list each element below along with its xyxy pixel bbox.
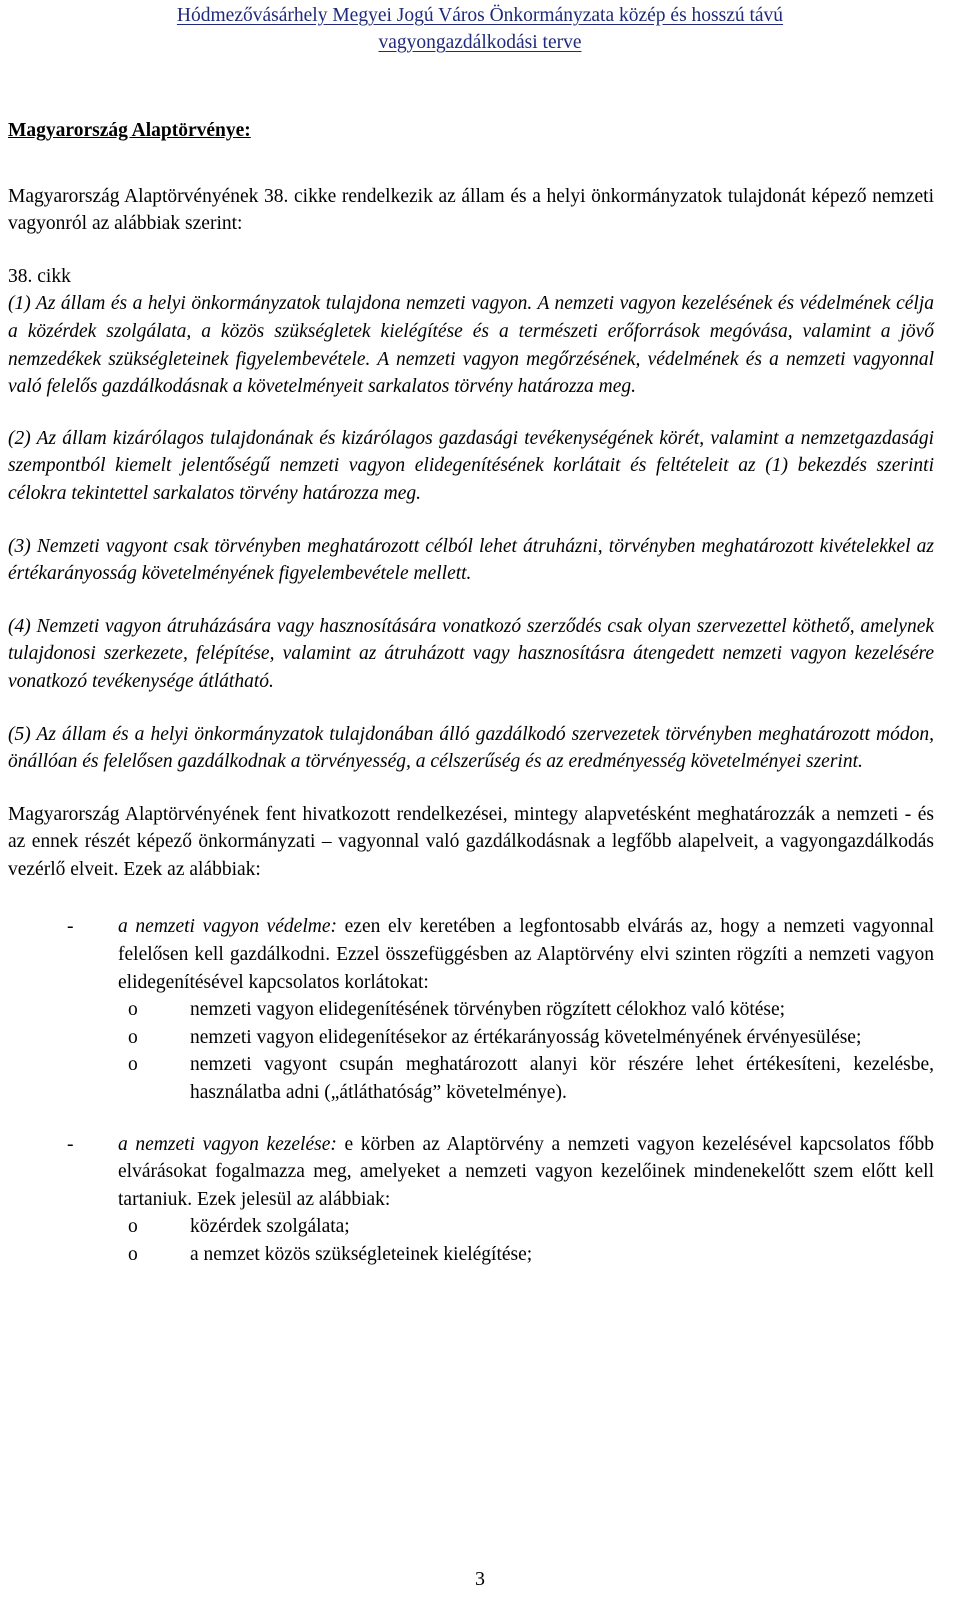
summary-paragraph: Magyarország Alaptörvényének fent hivatkozott rendelkezései, mintegy alapvetésként meghatározzák a nemzeti - és az ennek részét képező önkormányzati – vagyonnal való gazdálkodásnak a legfőbb alapelveit, a vagyongazdálkodás vezérlő elveit. Ezek az alábbiak: [8, 803, 934, 880]
circle-bullet: o [128, 1244, 138, 1265]
circle-bullet: o [128, 1216, 138, 1238]
article-paragraph-5: (5) Az állam és a helyi önkormányzatok tulajdonában álló gazdálkodó szervezetek törvényben meghatározott módon, önállóan és felelősen gazdálkodnak a törvényesség, a célszerűség és az eredményesség követelményei szerint. [8, 723, 934, 773]
principle-sublist [118, 996, 934, 1106]
intro-paragraph: Magyarország Alaptörvényének 38. cikke rendelkezik az állam és a helyi önkormányzatok tulajdonát képező nemzeti vagyonról az alábbiak szerint: [8, 185, 934, 235]
circle-bullet: o [128, 1054, 138, 1076]
circle-bullet: o [128, 1026, 138, 1048]
article-paragraph-3: (3) Nemzeti vagyont csak törvényben meghatározott célból lehet átruházni, törvényben meghatározott kivételekkel az értékarányosság követelményének figyelembevétele mellett. [8, 535, 934, 585]
article-paragraph-4: (4) Nemzeti vagyon átruházására vagy hasznosítására vonatkozó szerződés csak olyan szervezettel köthető, amelynek tulajdonosi szerkezete, felépítése, valamint az átruházott vagy hasznosításra átengedett nemzeti vagyon kezelésére vonatkozó tevékenysége átlátható. [8, 615, 934, 692]
dash-bullet: - [67, 916, 74, 938]
article-paragraph-2: (2) Az állam kizárólagos tulajdonának és kizárólagos gazdasági tevékenységének körét, valamint a nemzetgazdasági szempontból kiemelt jelentőségű nemzeti vagyon elidegenítésének korlátait és feltételeit az (1) bekezdés szerinti célokra tekintettel sarkalatos törvény határozza meg. [8, 427, 934, 504]
principle-item [8, 1131, 934, 1269]
sublist-item-text: nemzeti vagyon elidegenítésének törvényben rögzített célokhoz való kötése; [190, 999, 786, 1021]
principle-item [8, 913, 934, 1106]
principle-sublist [118, 1213, 934, 1268]
sublist-item [118, 1241, 934, 1269]
sublist-item [118, 1213, 934, 1241]
dash-bullet: - [67, 1133, 74, 1155]
sublist-item-text: nemzeti vagyont csupán meghatározott alanyi kör részére lehet értékesíteni, kezelésbe, használatba adni („átláthatóság” követelménye). [190, 1054, 934, 1104]
principle-text: ezen elv keretében a legfontosabb elvárás az, hogy a nemzeti vagyonnal felelősen kell gazdálkodni. Ezzel összefüggésben az Alaptörvény elvi szinten rögzíti a nemzeti vagyon elidegenítésével kapcsolatos korlátokat: [118, 916, 934, 993]
sublist-item-text: a nemzet közös szükségleteinek kielégítése; [190, 1244, 533, 1265]
sublist-item [118, 1051, 934, 1106]
article-paragraph-1: (1) Az állam és a helyi önkormányzatok tulajdona nemzeti vagyon. A nemzeti vagyon kezelésének és védelmének célja a közérdek szolgálata, a közös szükségletek kielégítése és a természeti erőforrások megóvása, valamint a jövő nemzedékek szükségleteinek figyelembevétele. A nemzeti vagyon megőrzésének, védelmének és a nemzeti vagyonnal való felelős gazdálkodásnak a követelményeit sarkalatos törvény határozza meg. [8, 293, 934, 398]
article-title: 38. cikk [8, 265, 71, 287]
document-body [8, 117, 934, 1293]
sublist-item-text: nemzeti vagyon elidegenítésekor az értékarányosság követelményének érvényesülése; [190, 1026, 862, 1048]
page-number: 3 [475, 1568, 485, 1590]
sublist-item-text: közérdek szolgálata; [190, 1216, 350, 1238]
principle-text: e körben az Alaptörvény a nemzeti vagyon kezelésével kapcsolatos főbb elvárásokat fogalmazza meg, amelyeket a nemzeti vagyon kezelőinek mindenekelőtt szem előtt kell tartaniuk. Ezek jelesül az alábbiak: [118, 1133, 934, 1210]
page-header [0, 2, 960, 56]
header-line-2: vagyongazdálkodási terve [378, 32, 582, 53]
header-line-1: Hódmezővásárhely Megyei Jogú Város Önkormányzata közép és hosszú távú [176, 5, 784, 26]
section-title: Magyarország Alaptörvénye: [8, 120, 251, 141]
principle-term: a nemzeti vagyon kezelése: [118, 1133, 337, 1155]
article-38 [8, 263, 934, 776]
principles-list [8, 913, 934, 1268]
circle-bullet: o [128, 999, 138, 1021]
sublist-item [118, 1024, 934, 1052]
principle-term: a nemzeti vagyon védelme: [118, 916, 337, 938]
sublist-item [118, 996, 934, 1024]
